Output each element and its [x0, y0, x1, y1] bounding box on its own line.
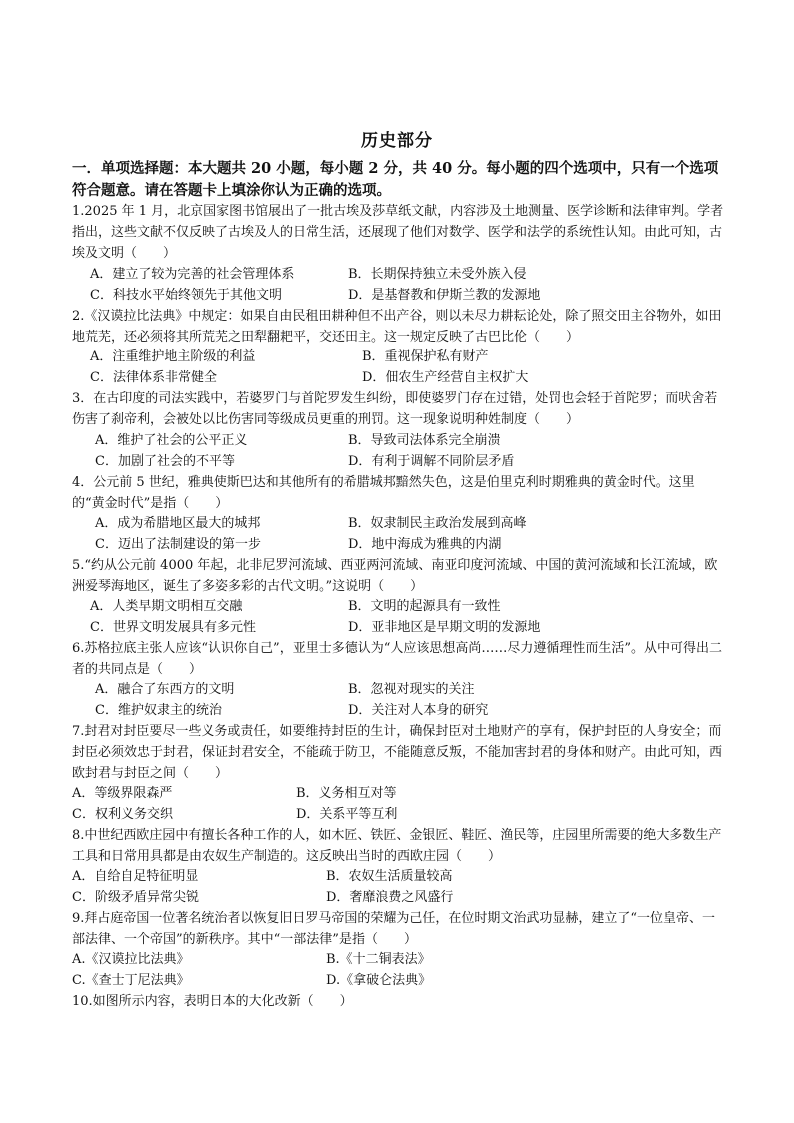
question-7-stem: 7.封君对封臣要尽一些义务或责任，如要维持封臣的生计，确保封臣对土地财产的享有，保护封臣的人身安全；而封臣必须效忠于封君，保证封君安全，不能疏于防卫，不能随意反叛，不能加害封君的身体和财产。由此可知，西欧封君与封臣之间（ ） — [72, 724, 723, 781]
question-2-option-a: A．注重维护地主阶级的利益 — [90, 349, 256, 364]
question-1-option-b: B．长期保持独立未受外族入侵 — [348, 267, 527, 282]
question-3-option-b: B．导致司法体系完全崩溃 — [348, 433, 501, 448]
question-7-option-c: C．权利义务交织 — [72, 807, 173, 822]
question-9-option-c: C.《查士丁尼法典》 — [72, 973, 190, 988]
question-8-option-d: D．奢靡浪费之风盛行 — [326, 890, 454, 905]
question-9-option-b: B.《十二铜表法》 — [326, 952, 431, 967]
question-1-stem: 1.2025 年 1 月，北京国家图书馆展出了一批古埃及莎草纸文献，内容涉及土地测量、医学诊断和法律审判。学者指出，这些文献不仅反映了古埃及人的日常生活，还展现了他们对数学、医学和法学的系统性认知。由此可知，古埃及文明（ ） — [72, 204, 724, 261]
question-2-option-c: C．法律体系非常健全 — [90, 370, 217, 385]
question-7-option-d: D．关系平等互利 — [296, 807, 398, 822]
question-1-option-d: D．是基督教和伊斯兰教的发源地 — [348, 288, 541, 303]
question-8-stem: 8.中世纪西欧庄园中有擅长各种工作的人，如木匠、铁匠、金银匠、鞋匠、渔民等，庄园里所需要的绝大多数生产工具和日常用具都是由农奴生产制造的。这反映出当时的西欧庄园（ ） — [72, 828, 722, 864]
question-5-stem: 5.“约从公元前 4000 年起，北非尼罗河流域、西亚两河流域、南亚印度河流域、中国的黄河流域和长江流域，欧洲爱琴海地区，诞生了多姿多彩的古代文明。”这说明（ ） — [72, 558, 718, 594]
question-2-option-d: D．佃农生产经营自主权扩大 — [362, 370, 529, 385]
question-5-option-b: B．文明的起源具有一致性 — [348, 599, 501, 614]
question-8-option-b: B．农奴生活质量较高 — [326, 869, 453, 884]
question-9-option-d: D.《拿破仑法典》 — [326, 973, 432, 988]
question-2-stem: 2.《汉谟拉比法典》中规定：如果自由民租田耕种但不出产谷，则以未尽力耕耘论处，除了照交田主谷物外，如田地荒芜，还必须将其所荒芜之田犁翻耙平，交还田主。这一规定反映了古巴比伦（ ） — [72, 309, 722, 345]
question-4-stem: 4．公元前 5 世纪，雅典使斯巴达和其他所有的希腊城邦黯然失色，这是伯里克利时期雅典的黄金时代。这里的“黄金时代”是指（ ） — [72, 475, 695, 511]
page-title: 历史部分 — [361, 131, 433, 151]
question-4-option-a: A．成为希腊地区最大的城邦 — [95, 516, 261, 531]
question-5-option-d: D．亚非地区是早期文明的发源地 — [348, 620, 541, 635]
question-9-stem: 9.拜占庭帝国一位著名统治者以恢复旧日罗马帝国的荣耀为己任，在位时期文治武功显赫，建立了“一位皇帝、一部法律、一个帝国”的新秩序。其中“一部法律”是指（ ） — [72, 911, 716, 947]
question-3-option-d: D．有利于调解不同阶层矛盾 — [348, 454, 515, 469]
question-4-option-d: D．地中海成为雅典的内湖 — [348, 537, 502, 552]
question-9-option-a: A.《汉谟拉比法典》 — [72, 952, 190, 967]
question-6-option-d: D．关注对人本身的研究 — [348, 703, 489, 718]
question-6-option-b: B．忽视对现实的关注 — [348, 682, 475, 697]
question-5-option-a: A．人类早期文明相互交融 — [90, 599, 243, 614]
question-3-option-c: C．加剧了社会的不平等 — [95, 454, 235, 469]
question-8-option-c: C．阶级矛盾异常尖锐 — [72, 890, 199, 905]
question-6-stem: 6.苏格拉底主张人应该“认识你自己”，亚里士多德认为“人应该思想高尚……尽力遵循理性而生活”。从中可得出二者的共同点是（ ） — [72, 641, 722, 677]
question-1-option-a: A．建立了较为完善的社会管理体系 — [90, 267, 295, 282]
question-2-option-b: B．重视保护私有财产 — [362, 349, 489, 364]
question-10-stem: 10.如图所示内容，表明日本的大化改新（ ） — [72, 994, 353, 1009]
question-8-option-a: A．自给自足特征明显 — [72, 869, 199, 884]
question-6-option-c: C．维护奴隶主的统治 — [95, 703, 222, 718]
question-3-stem: 3．在古印度的司法实践中，若婆罗门与首陀罗发生纠纷，即使婆罗门存在过错，处罚也会轻于首陀罗；而吠舍若伤害了刹帝利，会被处以比伤害同等级成员更重的刑罚。这一现象说明种姓制度（ ） — [72, 391, 718, 427]
question-4-option-b: B．奴隶制民主政治发展到高峰 — [348, 516, 527, 531]
question-7-option-a: A．等级界限森严 — [72, 786, 173, 801]
section-heading: 一．单项选择题：本大题共 20 小题，每小题 2 分，共 40 分。每小题的四个选项中，只有一个选项符合题意。请在答题卡上填涂你认为正确的选项。 — [72, 160, 719, 199]
question-1-option-c: C．科技水平始终领先于其他文明 — [90, 288, 282, 303]
question-6-option-a: A．融合了东西方的文明 — [95, 682, 235, 697]
question-3-option-a: A．维护了社会的公平正义 — [95, 433, 248, 448]
question-7-option-b: B．义务相互对等 — [296, 786, 397, 801]
question-5-option-c: C．世界文明发展具有多元性 — [90, 620, 256, 635]
question-4-option-c: C．迈出了法制建设的第一步 — [95, 537, 261, 552]
